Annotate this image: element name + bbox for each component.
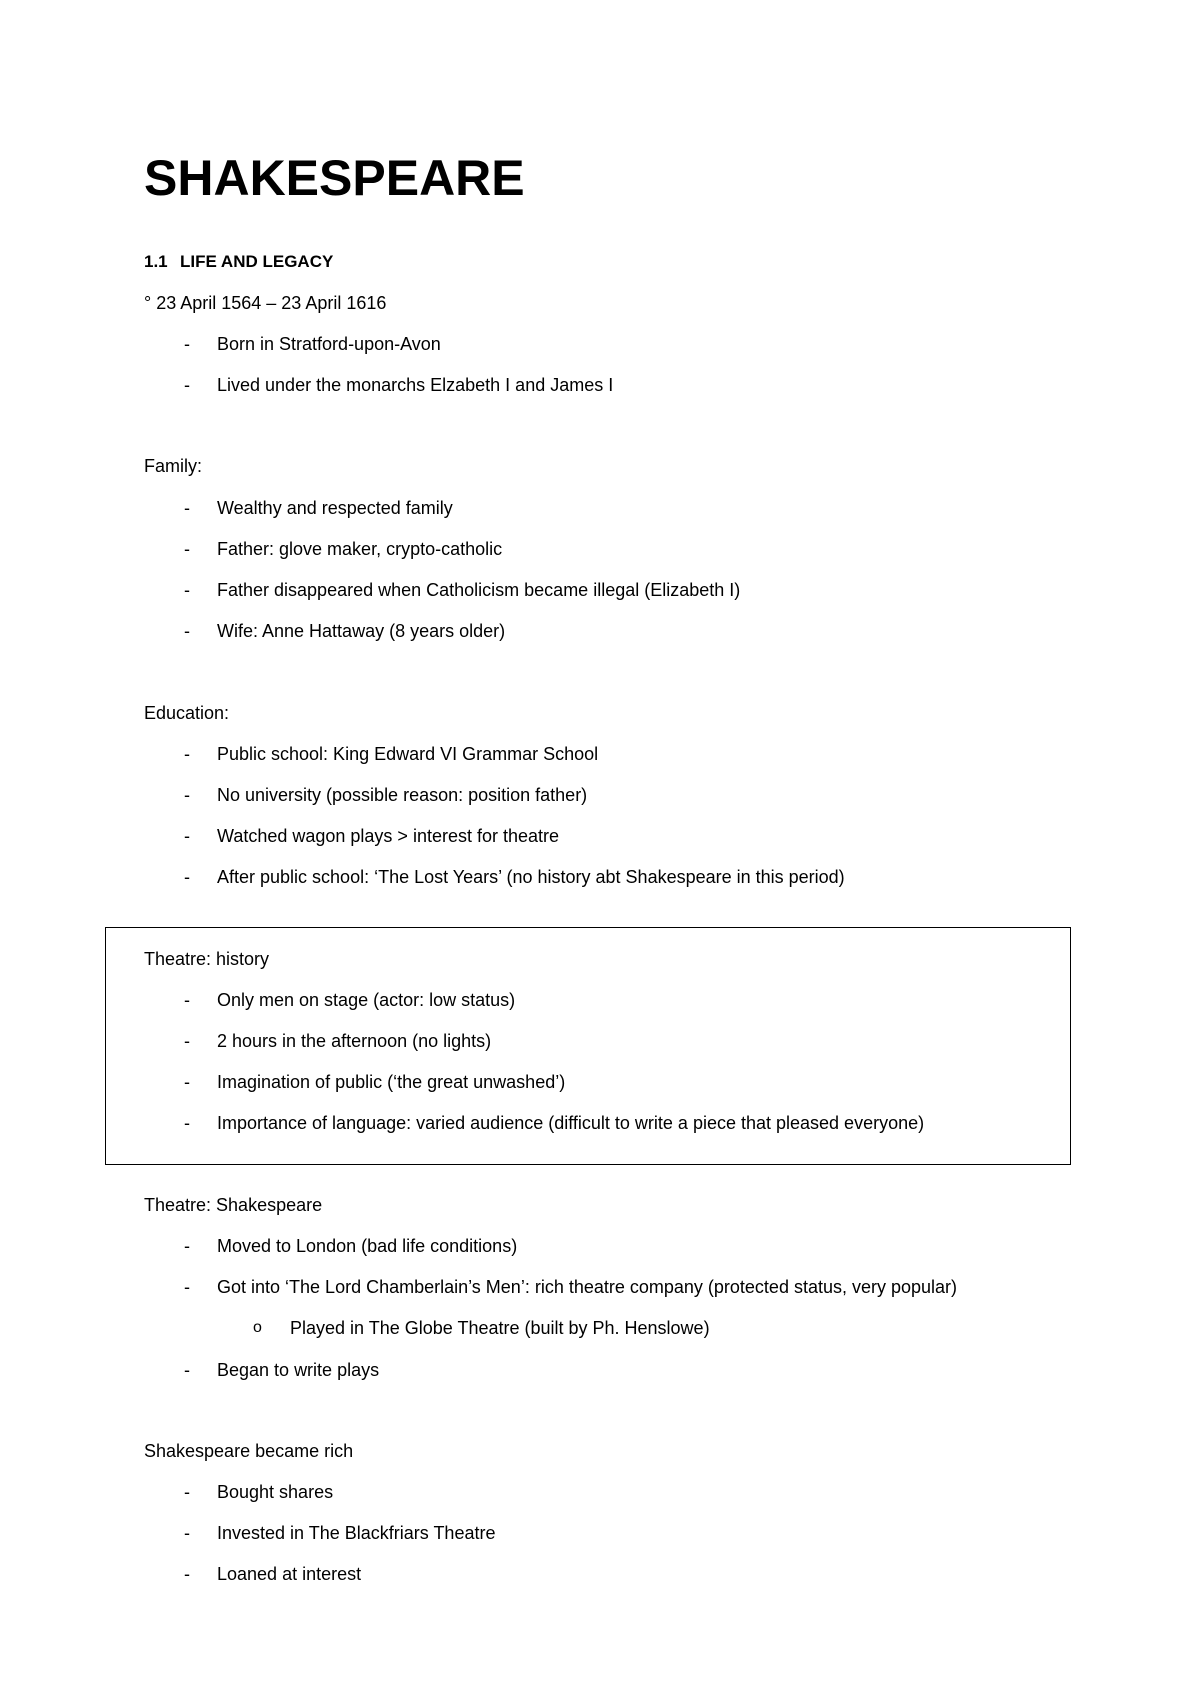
sub-list-item (0, 1316, 1200, 1340)
list-item (0, 1275, 1200, 1299)
bullet-dash: - (184, 1031, 190, 1051)
list-item (0, 1562, 1200, 1586)
section-heading (144, 251, 333, 273)
list-item-text: Father: glove maker, crypto-catholic (217, 539, 503, 559)
bullet-dash: - (184, 1113, 190, 1133)
sub-list-item-text: Played in The Globe Theatre (built by Ph. Henslowe) (290, 1318, 710, 1338)
list-item (0, 1111, 1200, 1135)
bullet-dash: - (184, 580, 190, 600)
list-item-text: Bought shares (217, 1482, 334, 1502)
bullet-dash: - (184, 539, 190, 559)
list-item (0, 1480, 1200, 1504)
list-item (0, 1521, 1200, 1545)
education-label: Education: (144, 703, 230, 723)
document-title: SHAKESPEARE (144, 150, 525, 206)
theatre-shakespeare-label: Theatre: Shakespeare (144, 1195, 323, 1215)
list-item-text: Loaned at interest (217, 1564, 362, 1584)
list-item (0, 1029, 1200, 1053)
list-item (0, 1234, 1200, 1258)
bullet-dash: - (184, 990, 190, 1010)
list-item (0, 373, 1200, 397)
bullet-dash: - (184, 1564, 190, 1584)
list-item-text: Invested in The Blackfriars Theatre (217, 1523, 496, 1543)
family-label: Family: (144, 456, 202, 476)
list-item-text: Public school: King Edward VI Grammar School (217, 744, 599, 764)
list-item-text: 2 hours in the afternoon (no lights) (217, 1031, 492, 1051)
list-item-text: Moved to London (bad life conditions) (217, 1236, 518, 1256)
list-item (0, 988, 1200, 1012)
bullet-dash: - (184, 1360, 190, 1380)
bullet-dash: - (184, 1523, 190, 1543)
bullet-dash: - (184, 867, 190, 887)
list-item (0, 332, 1200, 356)
list-item (0, 865, 1200, 889)
section-number: 1.1 (144, 252, 168, 271)
bullet-dash: - (184, 621, 190, 641)
list-item-text: Importance of language: varied audience (difficult to write a piece that pleased everyone) (217, 1113, 925, 1133)
list-item-text: Watched wagon plays > interest for theatre (217, 826, 560, 846)
list-item (0, 578, 1200, 602)
bullet-dash: - (184, 785, 190, 805)
list-item-text: No university (possible reason: position father) (217, 785, 588, 805)
bullet-dash: - (184, 334, 190, 354)
list-item-text: Lived under the monarchs Elzabeth I and James I (217, 375, 614, 395)
list-item-text: Wealthy and respected family (217, 498, 453, 518)
bullet-dash: - (184, 375, 190, 395)
list-item-text: Wife: Anne Hattaway (8 years older) (217, 621, 506, 641)
list-item-text: Only men on stage (actor: low status) (217, 990, 516, 1010)
list-item (0, 1358, 1200, 1382)
bullet-dash: - (184, 498, 190, 518)
bullet-dash: - (184, 1072, 190, 1092)
list-item-text: Got into ‘The Lord Chamberlain’s Men’: rich theatre company (protected status, very popular) (217, 1277, 958, 1297)
list-item-text: Began to write plays (217, 1360, 380, 1380)
list-item (0, 537, 1200, 561)
bullet-dash: - (184, 1482, 190, 1502)
list-item-text: After public school: ‘The Lost Years’ (no history abt Shakespeare in this period) (217, 867, 845, 887)
list-item (0, 1070, 1200, 1094)
bullet-dash: - (184, 744, 190, 764)
list-item-text: Born in Stratford-upon-Avon (217, 334, 441, 354)
list-item (0, 619, 1200, 643)
theatre-history-label: Theatre: history (144, 949, 270, 969)
rich-label: Shakespeare became rich (144, 1441, 354, 1461)
list-item-text: Father disappeared when Catholicism became illegal (Elizabeth I) (217, 580, 741, 600)
list-item (0, 783, 1200, 807)
bullet-dash: - (184, 826, 190, 846)
life-dates: ° 23 April 1564 – 23 April 1616 (144, 293, 387, 313)
bullet-dash: - (184, 1277, 190, 1297)
sub-bullet-mark: o (253, 1319, 262, 1336)
bullet-dash: - (184, 1236, 190, 1256)
list-item-text: Imagination of public (‘the great unwashed’) (217, 1072, 566, 1092)
list-item (0, 742, 1200, 766)
list-item (0, 496, 1200, 520)
list-item (0, 824, 1200, 848)
section-title: LIFE AND LEGACY (180, 252, 334, 271)
